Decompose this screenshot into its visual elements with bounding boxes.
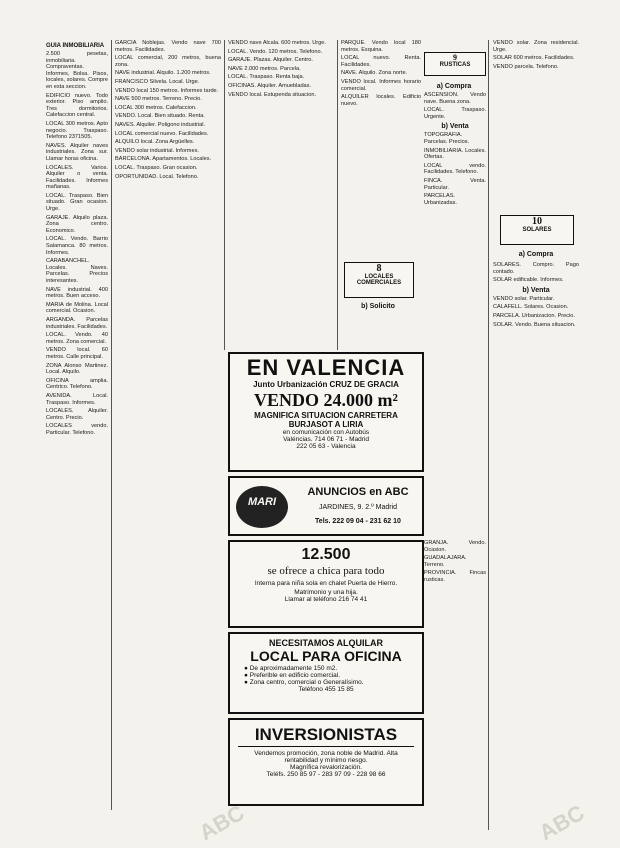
classified-ad: NAVE industrial. Alquilo. 1.200 metros.: [115, 70, 211, 77]
column-6-lower: [493, 262, 579, 802]
ad-text: De aproximadamente 150 m2.: [249, 665, 338, 672]
classified-ad: OPORTUNIDAD. Local. Telefono.: [115, 173, 199, 180]
section-title: RUSTICAS: [439, 62, 471, 68]
ad-phone: Teléfono 455 15 85: [298, 686, 354, 693]
ad-address: JARDINES, 9. 2.º Madrid: [318, 504, 398, 511]
classified-ad: ZONA Alonso Martinez. Local. Alquilo.: [46, 362, 108, 376]
section-title: SOLARES: [522, 227, 552, 233]
section-number: 10: [532, 216, 542, 227]
column-2: [115, 40, 221, 815]
ad-text: Valéncias. 714 06 71 - Madrid: [283, 436, 369, 443]
classified-ad: LOCAL comercial, 200 metros, buena zona.: [115, 55, 221, 68]
abc-anuncios-ad: [228, 476, 424, 536]
ad-text: Preferible en edificio comercial.: [249, 672, 341, 679]
classified-ad: VENDO parcela. Telefono.: [493, 63, 559, 70]
column-1: [46, 40, 108, 810]
solares-section-box: [500, 215, 574, 245]
section-heading: GUIA INMOBILIARIA: [46, 43, 105, 49]
oficina-ad: [228, 632, 424, 714]
section-subheading: a) Compra: [518, 251, 554, 258]
classified-ad: SOLAR 600 metros. Facilidades.: [493, 55, 575, 62]
classified-ad: GRANJA. Vendo. Ocasion.: [424, 540, 486, 553]
watermark: ABC: [194, 799, 249, 846]
ad-text: 222 05 63 - Valencia: [296, 443, 356, 450]
column-rule: [111, 40, 112, 810]
ad-bullets: [230, 665, 422, 686]
ad-headline: se ofrece a chica para todo: [267, 565, 385, 577]
classified-ad: LOCAL. Traspaso. Urgente.: [424, 107, 486, 120]
classified-ad: LOCALES. Varios. Alquiler o venta. Facilidades. Informes mañanas.: [46, 164, 108, 191]
classified-ad: FINCA. Venta. Particular.: [424, 177, 486, 191]
ad-text: MAGNIFICA SITUACION CARRETERA: [254, 411, 398, 420]
ad-headline: EN VALENCIA: [246, 355, 406, 380]
ad-bullet: ● Preferible en edificio comercial.: [244, 672, 341, 679]
classified-ad: LOCAL 300 metros. Calefaccion.: [115, 104, 197, 111]
classified-ad: GUADALAJARA. Terreno.: [424, 555, 467, 568]
section-subheading: b) Venta: [522, 286, 550, 294]
rusticas-section-box: [424, 52, 486, 76]
classified-ad: VENDO nave Alcala. 600 metros. Urge.: [228, 40, 326, 46]
ad-text: Llamar al teléfono 216 74 41: [284, 596, 368, 603]
classified-ad: AVENIDA. Local. Traspaso. Informes.: [46, 392, 108, 406]
classified-ad: ALQUILO local. Zona Argüelles.: [115, 139, 195, 146]
classified-ad: OFICINAS. Alquiler. Amuebladas.: [228, 82, 312, 89]
classified-ad: PARQUE. Vendo local 180 metros. Esquina.: [341, 40, 421, 53]
classified-ad: VENDO solar. Zona residencial. Urge.: [493, 40, 579, 53]
classified-ad: FRANCISCO Silvela. Local. Urge.: [115, 78, 200, 85]
classified-ad: PARCELAS. Urbanizadas.: [424, 193, 457, 206]
column-3: [228, 40, 334, 345]
column-6: [493, 40, 579, 210]
watermark: ABC: [534, 799, 589, 846]
ad-text: Magnífica revalorización.: [290, 764, 362, 771]
classified-ad: LOCAL comercial nuevo. Facilidades.: [115, 130, 209, 137]
inversionistas-ad: [228, 718, 424, 806]
classified-ad: LOCAL. Vendo. 40 metros. Zona comercial.: [46, 332, 108, 345]
classified-ad: INMOBILIARIA. Locales. Ofertas.: [424, 147, 486, 161]
ad-text: Interna para niña sola en chalet Puerta de Hierro.: [254, 580, 398, 587]
classified-ad: LOCAL nuevo. Renta. Facilidades.: [341, 55, 421, 68]
classified-ad: VENDO. Local. Bien situado. Renta.: [115, 113, 205, 120]
classified-ad: ALQUILER locales. Edificio nuevo.: [341, 94, 421, 107]
column-5: [424, 92, 486, 402]
valencia-ad: [228, 352, 424, 472]
classified-ad: ARGANDA. Parcelas industriales. Facilidades.: [46, 316, 108, 330]
classified-ad: LOCAL 300 metros. Apto negocio. Traspaso. Telefono 2371505.: [46, 120, 108, 141]
column-rule: [337, 40, 338, 350]
classified-ad: GARCIA Noblejas. Vendo nave 700 metros. Facilidades.: [115, 40, 221, 53]
classified-ad: LOCALES. Alquiler. Centro. Precio.: [46, 408, 108, 421]
classified-ad: CARABANCHEL. Locales. Naves. Parcelas. Precios interesantes.: [46, 258, 108, 284]
classified-ad: SOLAR edificable. Informes.: [493, 277, 564, 284]
chica-ad: [228, 540, 424, 628]
ad-headline: LOCAL PARA OFICINA: [250, 648, 402, 664]
ad-text: Zona centro, comercial o Generalísimo.: [249, 679, 364, 686]
column-rule: [488, 40, 489, 830]
ad-text: Vendemos promoción, zona noble de Madrid. Alta rentabilidad y mínimo riesgo.: [254, 750, 398, 764]
locales-section-box: [344, 262, 414, 298]
classified-ad: EDIFICIO nuevo. Todo exterior. Piso amplio. Tres dormitorios. Calefaccion central.: [46, 92, 108, 119]
classified-ad: NAVE industrial. 400 metros. Buen acceso.: [46, 286, 108, 300]
column-5-lower: [424, 540, 486, 790]
section-number: 9: [453, 53, 457, 62]
section-number: 8: [376, 263, 382, 274]
classified-ad: GARAJE. Alquilo plaza. Zona centro. Economico.: [46, 214, 108, 234]
classified-ad: NAVES. Alquiler naves industriales. Zona sur. Llamar horas oficina.: [46, 142, 108, 162]
ad-phone: Tels. 222 09 04 - 231 62 10: [315, 518, 401, 525]
classified-ad: LOCALES vendo. Particular. Telefono.: [46, 423, 108, 436]
classified-ad: VENDO solar industrial. Informes.: [115, 147, 199, 154]
classified-ad: VENDO solar. Particular.: [493, 295, 555, 302]
classified-ad: NAVE. Alquilo. Zona norte.: [341, 70, 408, 77]
section-subheading: a) Compra: [436, 83, 472, 90]
ad-headline: NECESITAMOS ALQUILAR: [269, 638, 383, 648]
classified-ad: PARCELA. Urbanizacion. Precio.: [493, 312, 575, 319]
classified-ad: SOLAR. Vendo. Buena situacion.: [493, 321, 576, 328]
classified-ad: OFICINA amplia. Centrico. Telefono.: [46, 377, 108, 391]
section-title: LOCALES COMERCIALES: [356, 274, 402, 286]
ad-bullet: ● Zona centro, comercial o Generalísimo.: [244, 679, 364, 686]
classified-ad: LOCAL vendo. Facilidades. Telefono.: [424, 162, 486, 176]
column-4: [341, 40, 421, 250]
classified-ad: VENDO local. Informes horario comercial.: [341, 78, 421, 92]
classified-ad: PROVINCIA. Fincas rusticas.: [424, 570, 486, 583]
ad-text: BURJASOT A LIRIA: [288, 420, 364, 429]
classified-ad: MARIA de Molina. Local comercial. Ocasion.: [46, 301, 108, 315]
section-subheading: b) Venta: [441, 123, 469, 131]
classified-ad: LOCAL. Traspaso. Renta baja.: [228, 74, 305, 81]
ad-headline: INVERSIONISTAS: [238, 724, 414, 747]
classified-ad: LOCAL. Traspaso. Bien situado. Gran ocasion. Urge.: [46, 192, 108, 213]
classified-ad: VENDO local 150 metros. Informes tarde.: [115, 87, 219, 94]
ad-text: en comunicación con Autobús: [282, 429, 370, 436]
classified-ad: ASCENSION. Vendo nave. Buena zona.: [424, 92, 486, 105]
classified-ad: LOCAL. Vendo. 120 metros. Telefono.: [228, 48, 323, 55]
classified-ad: BARCELONA. Apartamentos. Locales.: [115, 156, 212, 163]
classified-ad: NAVE 2.000 metros. Parcela.: [228, 65, 301, 72]
classified-ad: LOCAL. Vendo. Barrio Salamanca. 80 metros. Informes.: [46, 236, 108, 256]
section-subheading: b) Solicito: [361, 303, 395, 310]
classified-ad: NAVES. Alquiler. Poligono industrial.: [115, 121, 206, 128]
classified-ad: VENDO local. Estupenda situacion.: [228, 91, 316, 98]
ad-phone: Teléfs. 250 85 97 - 283 97 09 - 228 98 66: [266, 771, 386, 778]
classified-ad: TOPOGRAFIA. Parcelas. Precios.: [424, 132, 470, 145]
classified-ad: NAVE 500 metros. Terreno. Precio.: [115, 96, 202, 103]
ad-bullet: ● De aproximadamente 150 m2.: [244, 665, 338, 672]
ad-offer: VENDO 24.000 m²: [254, 390, 398, 410]
classified-ad: CALAFELL. Solares. Ocasion.: [493, 304, 569, 311]
ad-text: Matrimonio y una hija.: [294, 589, 358, 596]
mari-logo-text: MARI: [247, 496, 277, 508]
classified-ad: LOCAL. Traspaso. Gran ocasion.: [115, 164, 198, 171]
classified-ad: 2.500 pesetas, inmobiliaria. Compraventas. Informes, Bolsa. Pisos, locales, solares. Compre en esta seccion.: [46, 51, 108, 90]
ad-amount: 12.500: [301, 546, 351, 563]
classified-ad: VENDO local. 60 metros. Calle principal.: [46, 347, 108, 360]
ad-subtitle: Junto Urbanización CRUZ DE GRACIA: [253, 380, 399, 389]
column-rule: [224, 40, 225, 350]
ad-headline: ANUNCIOS en ABC: [307, 486, 409, 498]
classified-ad: SOLARES. Compro. Pago contado.: [493, 262, 579, 275]
classified-ad: GARAJE. Plazas. Alquiler. Centro.: [228, 57, 313, 64]
